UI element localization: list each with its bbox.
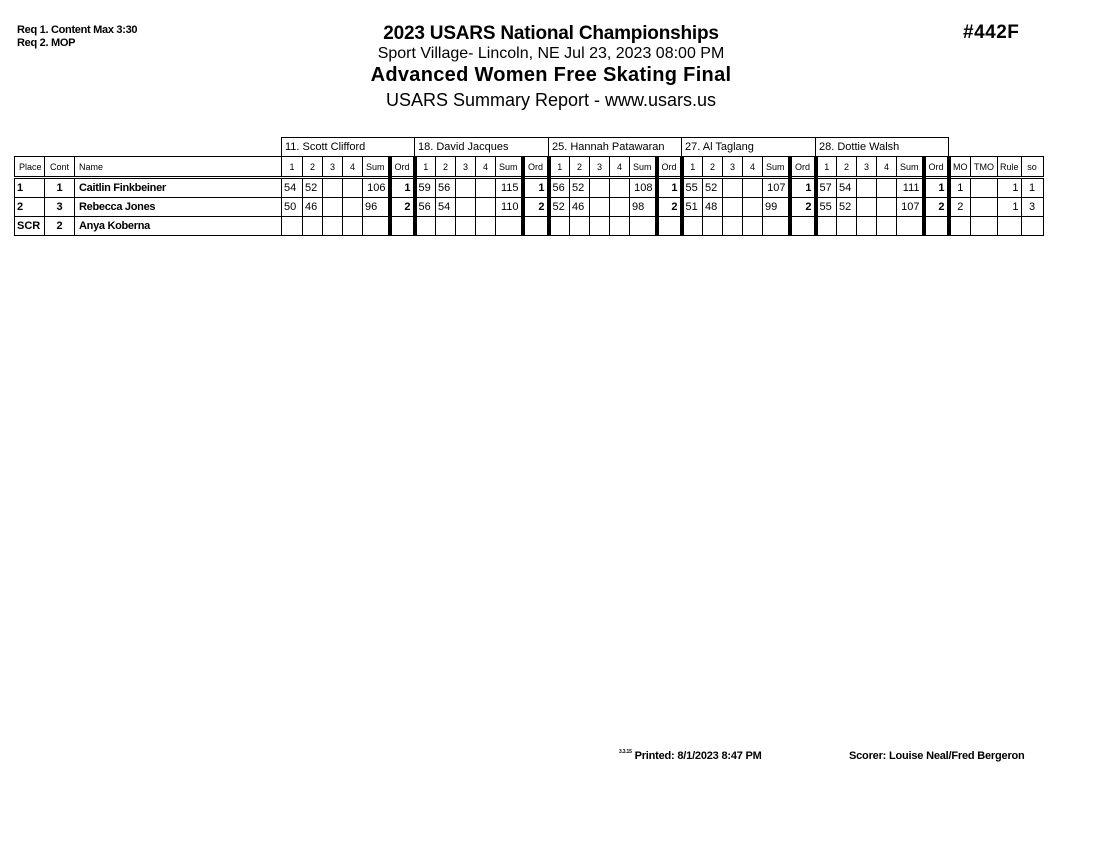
report-title: USARS Summary Report - www.usars.us (385, 90, 717, 110)
sum-cell: 106 (363, 178, 390, 198)
col-name: Name (75, 157, 282, 178)
ordinal-cell: 1 (657, 178, 682, 198)
printed-info (619, 750, 762, 762)
score-cell (877, 217, 897, 236)
score-cell (723, 217, 743, 236)
col-j4-3: 3 (723, 157, 743, 178)
table-row (15, 178, 1044, 198)
col-j5-4: 4 (877, 157, 897, 178)
ordinal-cell (390, 217, 415, 236)
col-cont: Cont (45, 157, 75, 178)
ordinal-cell: 1 (523, 178, 549, 198)
score-cell (703, 217, 723, 236)
score-cell (723, 178, 743, 198)
ordinal-cell: 1 (924, 178, 949, 198)
score-cell (857, 217, 877, 236)
software-version: 3.3.15 (619, 749, 632, 755)
col-j2-3: 3 (456, 157, 476, 178)
score-cell: 52 (703, 178, 723, 198)
skater-name: Anya Koberna (75, 217, 282, 236)
col-j3-3: 3 (590, 157, 610, 178)
score-cell (590, 198, 610, 217)
table-row (15, 217, 1044, 236)
ordinal-cell: 2 (523, 198, 549, 217)
col-j4-1: 1 (682, 157, 703, 178)
rule-cell: 1 (998, 178, 1022, 198)
requirement-1: Req 1. Content Max 3:30 (17, 24, 138, 36)
score-cell (323, 198, 343, 217)
col-j1-1: 1 (282, 157, 303, 178)
sum-cell: 107 (763, 178, 790, 198)
score-cell (610, 217, 630, 236)
score-cell: 55 (816, 198, 837, 217)
score-cell: 56 (436, 178, 456, 198)
scorer-info: Scorer: Louise Neal/Fred Bergeron (849, 750, 1025, 762)
results-table (14, 137, 1044, 236)
col-j3-2: 2 (570, 157, 590, 178)
score-cell (743, 217, 763, 236)
score-cell (837, 217, 857, 236)
score-cell: 57 (816, 178, 837, 198)
mo-cell: 1 (949, 178, 971, 198)
score-cell (743, 198, 763, 217)
sum-cell: 98 (630, 198, 657, 217)
ordinal-cell (657, 217, 682, 236)
col-so: so (1021, 157, 1043, 178)
col-j1-3: 3 (323, 157, 343, 178)
ordinal-cell: 2 (790, 198, 816, 217)
sum-cell (496, 217, 523, 236)
score-cell: 52 (303, 178, 323, 198)
score-cell: 46 (570, 198, 590, 217)
sum-cell: 99 (763, 198, 790, 217)
judge-header-row (15, 138, 1044, 157)
event-id: #442F (963, 22, 1020, 43)
tmo-cell (971, 198, 998, 217)
sum-cell: 115 (496, 178, 523, 198)
judge-1-name: 11. Scott Clifford (282, 138, 415, 157)
tmo-cell (971, 217, 998, 236)
venue-date: Sport Village- Lincoln, NE Jul 23, 2023 08:00 PM (377, 45, 725, 62)
score-cell (610, 178, 630, 198)
requirements (17, 24, 137, 50)
cont-cell: 2 (45, 217, 75, 236)
score-cell: 56 (549, 178, 570, 198)
score-cell: 52 (570, 178, 590, 198)
col-j4-sum: Sum (763, 157, 790, 178)
sum-cell (363, 217, 390, 236)
sum-cell: 96 (363, 198, 390, 217)
col-j1-4: 4 (343, 157, 363, 178)
score-cell (549, 217, 570, 236)
event-name: Advanced Women Free Skating Final (370, 64, 732, 86)
sum-cell: 111 (897, 178, 924, 198)
col-tmo: TMO (971, 157, 998, 178)
col-j1-ord: Ord (390, 157, 415, 178)
col-j5-3: 3 (857, 157, 877, 178)
skater-name: Rebecca Jones (75, 198, 282, 217)
col-j4-2: 2 (703, 157, 723, 178)
score-cell: 51 (682, 198, 703, 217)
score-cell: 52 (837, 198, 857, 217)
col-j2-sum: Sum (496, 157, 523, 178)
score-cell (456, 178, 476, 198)
mo-cell: 2 (949, 198, 971, 217)
score-cell (323, 178, 343, 198)
col-j5-ord: Ord (924, 157, 949, 178)
judge-2-name: 18. David Jacques (415, 138, 549, 157)
col-j4-ord: Ord (790, 157, 816, 178)
score-cell (303, 217, 323, 236)
score-cell: 55 (682, 178, 703, 198)
score-cell: 48 (703, 198, 723, 217)
mo-cell (949, 217, 971, 236)
column-header-row (15, 157, 1044, 178)
score-cell (590, 217, 610, 236)
col-j3-sum: Sum (630, 157, 657, 178)
col-j5-sum: Sum (897, 157, 924, 178)
sum-cell: 110 (496, 198, 523, 217)
sum-cell (630, 217, 657, 236)
skater-name: Caitlin Finkbeiner (75, 178, 282, 198)
score-cell (877, 178, 897, 198)
score-cell: 50 (282, 198, 303, 217)
score-cell: 46 (303, 198, 323, 217)
score-cell (436, 217, 456, 236)
ordinal-cell: 2 (390, 198, 415, 217)
score-cell (857, 198, 877, 217)
sum-cell: 108 (630, 178, 657, 198)
col-j3-1: 1 (549, 157, 570, 178)
col-j2-ord: Ord (523, 157, 549, 178)
ordinal-cell: 2 (924, 198, 949, 217)
col-j3-ord: Ord (657, 157, 682, 178)
score-cell (343, 198, 363, 217)
ordinal-cell (924, 217, 949, 236)
judge-4-name: 27. Al Taglang (682, 138, 816, 157)
cont-cell: 3 (45, 198, 75, 217)
place-cell: 1 (15, 178, 45, 198)
printed-timestamp: Printed: 8/1/2023 8:47 PM (634, 750, 762, 762)
col-mo: MO (949, 157, 971, 178)
so-cell: 1 (1021, 178, 1043, 198)
judge-5-name: 28. Dottie Walsh (816, 138, 949, 157)
col-j4-4: 4 (743, 157, 763, 178)
col-j1-2: 2 (303, 157, 323, 178)
sum-cell: 107 (897, 198, 924, 217)
col-rule: Rule (998, 157, 1022, 178)
score-cell (476, 178, 496, 198)
ordinal-cell: 2 (657, 198, 682, 217)
score-cell (682, 217, 703, 236)
score-cell (343, 217, 363, 236)
so-cell: 3 (1021, 198, 1043, 217)
score-cell (282, 217, 303, 236)
score-cell (456, 198, 476, 217)
place-cell: SCR (15, 217, 45, 236)
table-row (15, 198, 1044, 217)
col-j2-1: 1 (415, 157, 436, 178)
col-j1-sum: Sum (363, 157, 390, 178)
rule-cell (998, 217, 1022, 236)
requirement-2: Req 2. MOP (17, 37, 76, 49)
score-cell (456, 217, 476, 236)
score-cell: 54 (837, 178, 857, 198)
rule-cell: 1 (998, 198, 1022, 217)
score-cell (476, 198, 496, 217)
score-cell (743, 178, 763, 198)
col-j5-2: 2 (837, 157, 857, 178)
sum-cell (763, 217, 790, 236)
score-cell: 54 (436, 198, 456, 217)
score-cell (570, 217, 590, 236)
sum-cell (897, 217, 924, 236)
ordinal-cell: 1 (390, 178, 415, 198)
col-j2-2: 2 (436, 157, 456, 178)
judge-3-name: 25. Hannah Patawaran (549, 138, 682, 157)
score-cell (323, 217, 343, 236)
score-cell (476, 217, 496, 236)
competition-title: 2023 USARS National Championships (383, 23, 719, 44)
score-cell (343, 178, 363, 198)
score-cell (590, 178, 610, 198)
score-cell (857, 178, 877, 198)
score-cell (877, 198, 897, 217)
score-cell (610, 198, 630, 217)
ordinal-cell (790, 217, 816, 236)
score-cell (723, 198, 743, 217)
cont-cell: 1 (45, 178, 75, 198)
col-j2-4: 4 (476, 157, 496, 178)
so-cell (1021, 217, 1043, 236)
score-cell: 56 (415, 198, 436, 217)
ordinal-cell: 1 (790, 178, 816, 198)
score-cell: 54 (282, 178, 303, 198)
score-cell (816, 217, 837, 236)
col-j3-4: 4 (610, 157, 630, 178)
tmo-cell (971, 178, 998, 198)
col-j5-1: 1 (816, 157, 837, 178)
score-cell: 59 (415, 178, 436, 198)
score-cell: 52 (549, 198, 570, 217)
ordinal-cell (523, 217, 549, 236)
place-cell: 2 (15, 198, 45, 217)
score-cell (415, 217, 436, 236)
col-place: Place (15, 157, 45, 178)
